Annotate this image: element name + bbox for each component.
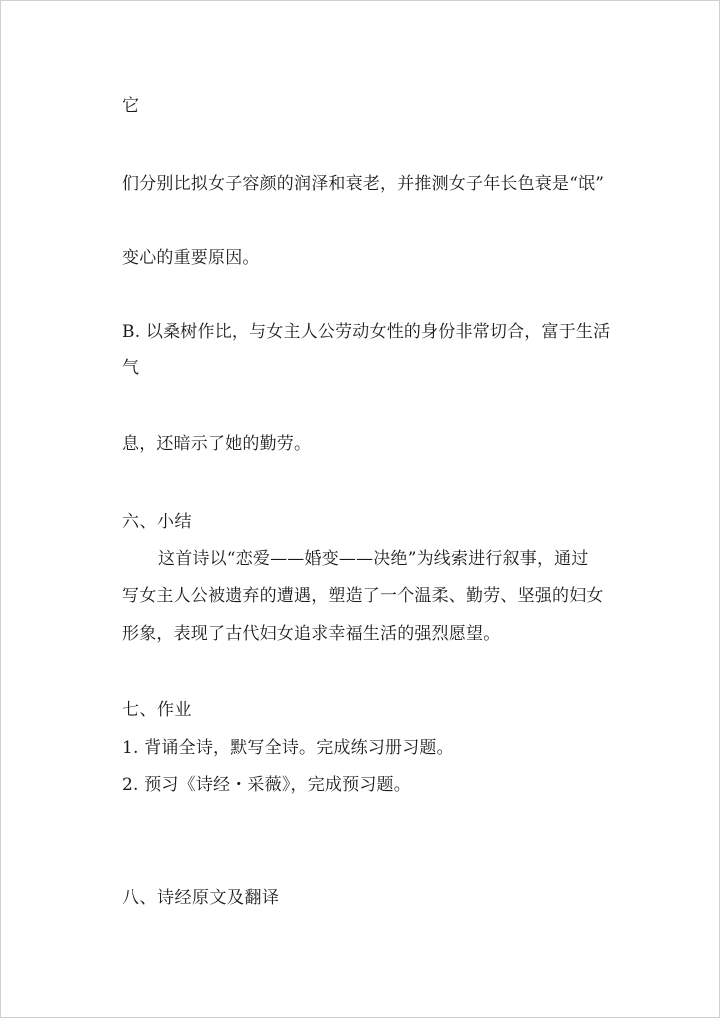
text-line: 这首诗以“恋爱——婚变——决绝”为线索进行叙事，通过 bbox=[158, 549, 589, 569]
text-line: 变心的重要原因。 bbox=[122, 248, 260, 268]
text-line: B. 以桑树作比，与女主人公劳动女性的身份非常切合，富于生活 bbox=[122, 322, 611, 342]
text-line: 气 bbox=[122, 358, 140, 378]
list-item: 2. 预习《诗经・采薇》，完成预习题。 bbox=[122, 775, 411, 795]
section-heading: 六、小结 bbox=[122, 512, 192, 532]
text-line: 它 bbox=[122, 96, 140, 116]
section-heading: 八、诗经原文及翻译 bbox=[122, 888, 280, 908]
text-line: 写女主人公被遗弃的遭遇，塑造了一个温柔、勤劳、坚强的妇女 bbox=[122, 586, 604, 606]
list-item: 1. 背诵全诗，默写全诗。完成练习册习题。 bbox=[122, 738, 454, 758]
text-line: 息，还暗示了她的勤劳。 bbox=[122, 434, 312, 454]
section-heading: 七、作业 bbox=[122, 700, 192, 720]
text-line: 们分别比拟女子容颜的润泽和衰老，并推测女子年长色衰是“氓” bbox=[122, 174, 605, 194]
text-line: 形象，表现了古代妇女追求幸福生活的强烈愿望。 bbox=[122, 624, 501, 644]
